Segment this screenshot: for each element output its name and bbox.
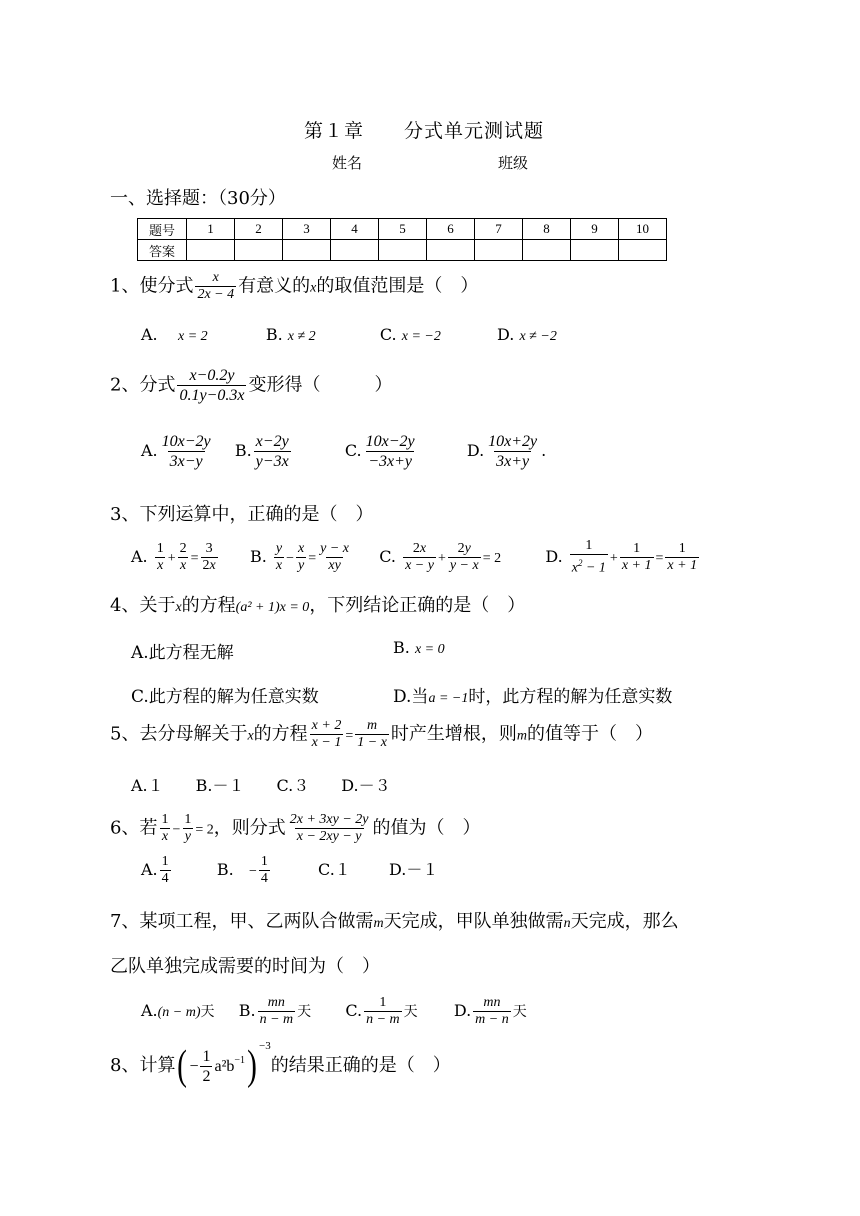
question-7-line-2: 乙队单独完成需要的时间为（ ） [110, 956, 380, 977]
table-number-cell: 5 [379, 219, 427, 240]
right-paren: ) [247, 1043, 257, 1089]
operator: = 2 [482, 550, 502, 566]
q2-prefix: 2、分式 [110, 374, 176, 396]
option-fraction [254, 432, 291, 471]
q4-option-d [393, 682, 672, 707]
denominator: y [184, 829, 191, 844]
denominator: −3x+y [368, 453, 413, 470]
exponent: −3 [259, 1040, 271, 1052]
expression: a²b [214, 1058, 235, 1075]
q8-suffix: 的结果正确的是（ ） [270, 1055, 451, 1076]
option-label: C.１ [318, 860, 351, 879]
table-header-cell: 答案 [138, 240, 187, 261]
q7-text: 天完成，甲队单独做需 [383, 911, 564, 932]
option-label: A. [141, 441, 158, 460]
page-title: 第１章 分式单元测试题 [304, 120, 545, 142]
denominator: x + 1 [667, 557, 698, 573]
q5-mid2: 时产生增根，则 [390, 723, 517, 745]
q6-mid: ，则分式 [213, 817, 286, 839]
numerator: x [298, 540, 305, 556]
q5-var2: m [516, 728, 528, 744]
denominator: y−3x [255, 453, 289, 470]
q4-prefix: 4、关于 [110, 595, 176, 616]
numerator: 1 [379, 995, 387, 1010]
question-2 [110, 366, 392, 405]
option-label: A. [131, 546, 148, 566]
numerator: mn [267, 995, 285, 1010]
table-row [138, 240, 667, 261]
option-label: B. [238, 1001, 256, 1020]
numerator: 2 [179, 540, 187, 556]
q4-mid: 的方程 [181, 595, 236, 616]
q7-options [141, 995, 527, 1028]
fraction [259, 854, 270, 887]
numerator: 3 [205, 540, 213, 556]
q4-var: x [175, 600, 182, 615]
denominator: x [157, 557, 164, 573]
q1-suffix: 的取值范围是（ ） [316, 275, 479, 297]
fraction [403, 541, 436, 574]
denominator: x + 1 [621, 557, 652, 573]
fraction [258, 995, 296, 1028]
q2-options [141, 432, 546, 471]
q4-option-a: A.此方程无解 [131, 643, 234, 663]
denominator: x − 1 [311, 735, 342, 750]
question-4 [110, 591, 525, 617]
fraction [570, 538, 608, 577]
q4-option-c: C.此方程的解为任意实数 [131, 687, 319, 707]
q1-prefix: 1、使分式 [110, 275, 194, 297]
numerator: y − x [320, 540, 350, 556]
numerator: 1 [184, 812, 192, 827]
numerator: 2x + 3xy − 2y [289, 812, 369, 827]
operator: = [345, 728, 354, 744]
answer-cell[interactable] [523, 240, 571, 261]
q3-options [131, 538, 701, 577]
option-label: C. [379, 546, 396, 566]
operator: − [189, 1058, 199, 1075]
answer-cell[interactable] [235, 240, 283, 261]
fraction [318, 541, 351, 574]
fraction [473, 995, 511, 1028]
q7-text: 7、某项工程，甲、乙两队合做需 [110, 911, 374, 932]
option-label: B. [265, 325, 283, 344]
operator: − [248, 864, 257, 879]
option-value: (n − m) [157, 1005, 201, 1020]
denominator: xy [328, 557, 341, 573]
numerator: m [367, 718, 378, 733]
denominator: 0.1y−0.3x [179, 387, 245, 404]
denominator: 2x [202, 557, 216, 573]
fraction [178, 541, 189, 574]
numerator: x−2y [255, 433, 289, 450]
denominator: n − m [259, 1012, 294, 1027]
question-8 [110, 1040, 451, 1087]
denominator: n − m [366, 1012, 400, 1027]
option-value: x = −2 [401, 329, 441, 344]
q2-fraction [177, 366, 246, 405]
operator: = [655, 550, 664, 566]
denominator: y − x [449, 557, 479, 573]
fraction [296, 541, 306, 574]
q4-suffix: ，下列结论正确的是（ ） [309, 595, 526, 616]
fraction [364, 995, 402, 1028]
numerator: 1 [678, 540, 686, 556]
q6-suffix: 的值为（ ） [372, 817, 481, 839]
class-label: 班级 [498, 154, 529, 172]
period: . [541, 441, 547, 460]
table-number-cell: 2 [235, 219, 283, 240]
denominator: x − y [405, 557, 434, 573]
fraction [274, 541, 284, 574]
q5-prefix: 5、去分母解关于 [110, 723, 248, 745]
denominator: 1 − x [357, 735, 387, 750]
numerator: 10x+2y [488, 433, 538, 450]
denominator: x [275, 557, 283, 573]
section-heading: 一、选择题：（30分） [110, 188, 286, 209]
denominator: 4 [161, 871, 169, 886]
denominator: 2x − 4 [197, 287, 235, 302]
option-label: D. [466, 441, 485, 460]
operator: = 2 [195, 822, 214, 838]
operator: + [437, 550, 446, 566]
denominator: 3x−y [169, 453, 203, 470]
fraction [159, 812, 170, 845]
numerator: 10x−2y [161, 433, 211, 450]
numerator: 2x [412, 540, 427, 556]
option-value: x = 2 [177, 329, 208, 344]
option-label: A. [141, 325, 158, 344]
answer-table [137, 218, 667, 261]
question-1 [110, 270, 478, 303]
table-number-cell: 10 [619, 219, 667, 240]
option-label: C. [344, 441, 362, 460]
option-label: B. [393, 638, 410, 657]
option-label: B. [249, 546, 267, 566]
q4-option-b [393, 638, 445, 658]
option-label: A. [141, 1001, 158, 1020]
fraction [182, 812, 193, 845]
q4-equation: (a² + 1)x = 0 [235, 600, 310, 615]
table-number-cell: 8 [523, 219, 571, 240]
table-number-cell: 4 [331, 219, 379, 240]
answer-cell[interactable] [475, 240, 523, 261]
option-label: C. [345, 1001, 363, 1020]
table-number-cell: 6 [427, 219, 475, 240]
table-row [138, 219, 667, 240]
fraction [200, 1047, 212, 1086]
q5-var: x [247, 728, 254, 744]
option-text: D.当 [393, 687, 429, 707]
fraction [355, 718, 389, 751]
operator: = [308, 550, 317, 566]
answer-cell[interactable] [427, 240, 475, 261]
answer-cell[interactable] [187, 240, 235, 261]
table-number-cell: 9 [571, 219, 619, 240]
option-label: D. [497, 325, 515, 344]
unit: 天 [403, 1004, 418, 1020]
q1-mid: 有意义的 [238, 275, 311, 297]
q5-options: A.１ B.－１ C.３ D.－３ [131, 776, 391, 795]
question-5 [110, 718, 653, 751]
numerator: 1 [260, 854, 268, 869]
option-label: D. [453, 1001, 472, 1020]
q2-suffix: 变形得（ ） [248, 374, 393, 396]
exponent: −1 [234, 1055, 246, 1066]
numerator: 1 [633, 540, 641, 556]
numerator: 1 [161, 812, 169, 827]
denominator: y [298, 557, 305, 573]
table-number-cell: 7 [475, 219, 523, 240]
operator: + [167, 550, 176, 566]
option-label: C. [379, 325, 397, 344]
option-label: A. [141, 860, 158, 879]
denominator: x [161, 829, 169, 844]
table-number-cell: 1 [187, 219, 235, 240]
denominator: $x^2 - 1$ [570, 554, 608, 577]
operator: − [172, 822, 181, 838]
q1-options [141, 325, 557, 345]
numerator: 1 [161, 854, 169, 869]
option-fraction [160, 432, 213, 471]
numerator: 10x−2y [365, 433, 415, 450]
q7-text: 天完成，那么 [570, 911, 679, 932]
denominator: 2 [202, 1067, 211, 1085]
numerator: 1 [585, 538, 593, 553]
option-label: D.－１ [388, 860, 439, 879]
q7-var-n: n [563, 916, 571, 931]
option-fraction [364, 432, 417, 471]
answer-cell[interactable] [619, 240, 667, 261]
answer-cell[interactable] [571, 240, 619, 261]
numerator: 1 [202, 1047, 211, 1065]
option-value: x = 0 [414, 642, 445, 657]
answer-cell[interactable] [331, 240, 379, 261]
option-equation: a = −1 [428, 691, 469, 706]
question-7-line-1 [110, 907, 679, 933]
numerator: x−0.2y [189, 367, 235, 384]
numerator: x + 2 [311, 718, 342, 733]
option-value: x ≠ 2 [287, 329, 316, 344]
option-label: B. [234, 441, 252, 460]
denominator: 4 [260, 871, 268, 886]
fraction [448, 541, 481, 574]
q8-prefix: 8、计算 [110, 1055, 176, 1076]
denominator: x − 2xy − y [296, 829, 362, 844]
numerator: 1 [156, 540, 164, 556]
answer-cell[interactable] [379, 240, 427, 261]
left-paren: ( [177, 1043, 188, 1089]
answer-cell[interactable] [283, 240, 331, 261]
option-fraction [486, 432, 539, 471]
fraction [665, 541, 699, 574]
fraction [288, 812, 371, 845]
question-3: 3、下列运算中，正确的是（ ） [110, 504, 374, 525]
fraction [155, 541, 166, 574]
question-6 [110, 812, 481, 845]
q6-prefix: 6、若 [110, 817, 158, 839]
denominator: 3x+y [496, 453, 530, 470]
denominator: x [180, 557, 187, 573]
operator: = [190, 550, 199, 566]
q5-suffix: 的值等于（ ） [527, 723, 654, 745]
numerator: y [275, 540, 283, 556]
fraction [310, 718, 344, 751]
q6-options [141, 854, 438, 887]
table-header-cell: 题号 [138, 219, 187, 240]
q1-var: x [310, 280, 317, 296]
unit: 天 [512, 1004, 527, 1020]
fraction [620, 541, 654, 574]
option-label: D. [545, 546, 563, 566]
operator: + [609, 550, 618, 566]
operator: − [286, 550, 295, 566]
fraction [160, 854, 171, 887]
numerator: 2y [457, 540, 471, 556]
name-label: 姓名 [332, 154, 363, 172]
fraction [201, 541, 218, 574]
numerator: mn [483, 995, 501, 1010]
q5-mid: 的方程 [253, 723, 308, 745]
unit: 天 [200, 1004, 215, 1020]
unit: 天 [297, 1004, 312, 1020]
q1-fraction [195, 270, 236, 303]
q7-var-m: m [373, 916, 384, 931]
option-value: x ≠ −2 [519, 329, 557, 344]
option-label: B. [216, 860, 234, 879]
denominator: m − n [475, 1012, 509, 1027]
table-number-cell: 3 [283, 219, 331, 240]
numerator: x [212, 270, 219, 285]
option-text: 时，此方程的解为任意实数 [468, 687, 673, 707]
